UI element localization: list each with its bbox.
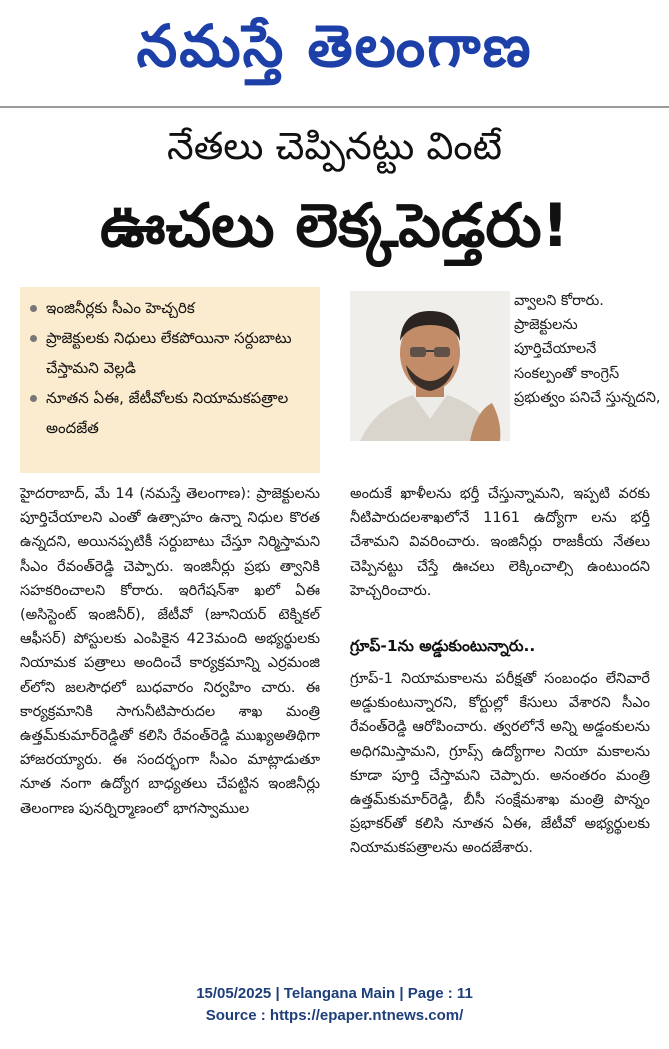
article-column-right (350, 482, 650, 603)
article-subhead: గ్రూప్-1ను అడ్డుకుంటున్నారు.. (350, 637, 536, 655)
headline-kicker: నేతలు చెప్పినట్టు వింటే (167, 124, 502, 168)
article-column-right-top (514, 289, 662, 410)
highlight-item: ఇంజినీర్లకు సీఎం హెచ్చరిక (20, 293, 320, 323)
footer-source-link[interactable]: Source : https://epaper.ntnews.com/ (205, 1007, 464, 1024)
article-column-right-lower (350, 667, 650, 861)
highlight-item: నూతన ఏఈ, జేటీవోలకు నియామకపత్రాల అందజేత (20, 383, 320, 443)
highlight-item: ప్రాజెక్టులకు నిధులు లేకపోయినా సర్దుబాటు చేస్తామని వెల్లడి (20, 323, 320, 383)
headline-main: ఊచలు లెక్కపెడ్తరు! (99, 191, 570, 261)
portrait-photo (350, 291, 510, 441)
page-footer (0, 983, 669, 1027)
article-paragraph: హైదరాబాద్, మే 14 (నమస్తే తెలంగాణ): ప్రాజెక్టులను పూర్తిచేయాలని ఎంతో ఉత్సాహం ఉన్నా నిధుల కొరత ఉన్నదని, అయినప్పటికీ సర్దుబాటు చేస్తూ నిర్మిస్తామని సీఎం రేవంత్‌రెడ్డి చెప్పారు. ఇంజినీర్లు ప్రభు త్వానికి సహకరించాలని కోరారు. ఇరిగేషన్‌శా ఖలో ఏఈ (అసిస్టెంట్ ఇంజినీర్), జేటీవో (జూనియర్ టెక్నికల్ ఆఫీసర్) పోస్టులకు ఎంపికైన 423మంది అభ్యర్థులకు నియామక పత్రాలు అందించే కార్యక్రమాన్ని ఎర్రమంజి ల్‌లోని జలసౌధలో బుధవారం నిర్వహిం చారు. ఈ కార్యక్రమానికి సాగునీటిపారుదల శాఖ మంత్రి ఉత్తమ్‌కుమార్‌రెడ్డితో కలిసి రేవంత్‌రెడ్డి ముఖ్యఅతిథిగా హాజరయ్యారు. ఈ సందర్భంగా సీఎం మాట్లాడుతూ నూత నంగా ఉద్యోగ బాధ్యతలు చేపట్టిన ఇంజినీర్లు తెలంగాణ పునర్నిర్మాణంలో భాగస్వాముల (20, 486, 320, 817)
bullet-icon (30, 335, 37, 342)
article-paragraph: అందుకే ఖాళీలను భర్తీ చేస్తున్నామని, ఇప్పటి వరకు నీటిపారుదలశాఖలోనే 1161 ఉద్యోగా లను భర్తీ చేశామని వివరించారు. ఇంజినీర్లు రాజకీయ నేతలు చెప్పినట్టు చేస్తే ఊచలు లెక్కించాల్సి ఉంటుందని హెచ్చరించారు. (350, 486, 650, 599)
bullet-icon (30, 395, 37, 402)
article-paragraph: గ్రూప్-1 నియామకాలను పరీక్షతో సంబంధం లేనివారే అడ్డుకుంటున్నారని, కోర్టుల్లో కేసులు వేశారని సీఎం రేవంత్‌రెడ్డి ఆరోపించారు. త్వరలోనే అన్ని అడ్డంకులను అధిగమిస్తామని, గ్రూప్స్ ఉద్యోగాల నియా మకాలను కూడా పూర్తి చేస్తామని చెప్పారు. అనంతరం మంత్రి ఉత్తమ్‌కుమార్‌రెడ్డి, బీసీ సంక్షేమశాఖ మంత్రి పొన్నం ప్రభాకర్‌తో కలిసి నూతన ఏఈ, జేటీవో అభ్యర్థులకు నియామకపత్రాలను అందజేశారు. (350, 671, 650, 857)
highlights-box (20, 287, 320, 473)
article-paragraph: వ్వాలని కోరారు. ప్రాజెక్టులను పూర్తిచేయాలనే సంకల్పంతో కాంగ్రెస్ ప్రభుత్వం పనిచే స్తున్నదని, (514, 293, 661, 406)
portrait-illustration (350, 291, 510, 441)
masthead-divider (0, 106, 669, 108)
newspaper-logo: నమస్తే తెలంగాణ (136, 12, 533, 80)
footer-date-page: 15/05/2025 | Telangana Main | Page : 11 (196, 985, 473, 1002)
masthead (0, 0, 669, 112)
bullet-icon (30, 305, 37, 312)
article-column-left (20, 482, 320, 821)
